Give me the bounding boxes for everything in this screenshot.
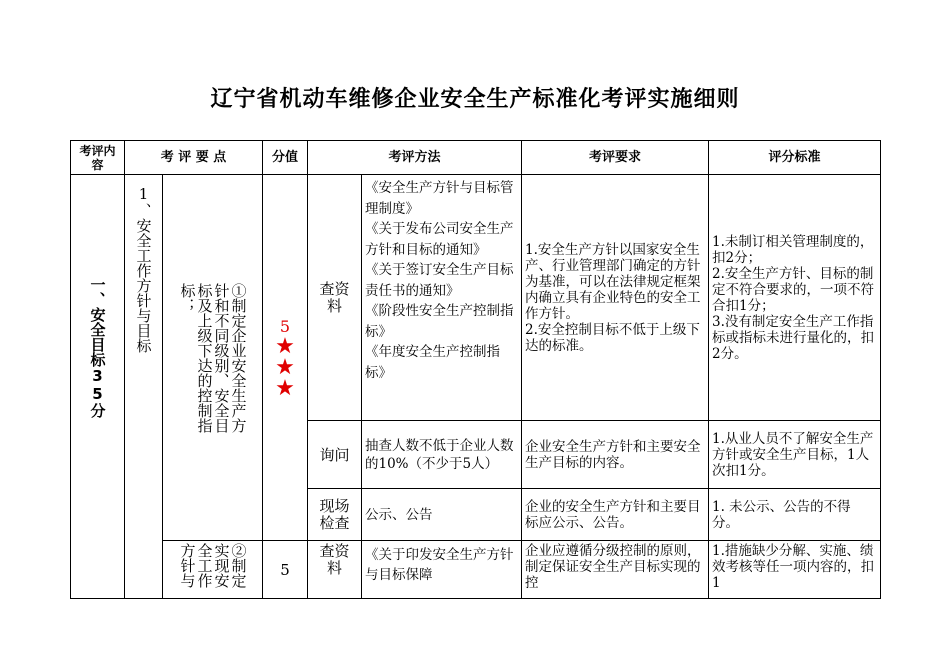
requirement-4-text: 企业应遵循分级控制的原则，制定保证安全生产目标实现的控 bbox=[522, 541, 709, 599]
method-1-label-cell bbox=[308, 175, 362, 421]
requirement-3-text: 企业的安全生产方针和主要目标应公示、公告。 bbox=[522, 489, 709, 541]
header-points: 考 评 要 点 bbox=[125, 141, 263, 175]
assessment-table bbox=[70, 140, 881, 599]
method-2-label: 询问 bbox=[308, 421, 362, 489]
requirement-1-text: 1.安全生产方针以国家安全生产、行业管理部门确定的方针为基准，可以在法律规定框架内确立具有企业特色的安全工作方针。 2.安全控制目标不低于上级下达的标准。 bbox=[522, 175, 709, 421]
header-content: 考评内容 bbox=[71, 141, 125, 175]
standard-1-text: 1.未制订相关管理制度的，扣2分； 2.安全生产方针、目标的制定不符合要求的，一项不符合扣1分； 3.没有制定安全生产工作指标或指标未进行量化的，扣2分。 bbox=[709, 175, 881, 421]
header-row bbox=[71, 141, 881, 175]
standard-4-text: 1.措施缺少分解、实施、绩效考核等任一项内容的，扣1 bbox=[709, 541, 881, 599]
point-1-text: ①制定企业安全生产方针和不同级别、安全目标及上级下达的控制指标； bbox=[178, 282, 248, 433]
section-label: 一、安全目标35分 bbox=[88, 276, 107, 418]
header-method: 考评方法 bbox=[308, 141, 522, 175]
header-score: 分值 bbox=[263, 141, 308, 175]
method-1-label: 查资料 bbox=[319, 279, 350, 315]
method-3-label: 现场检查 bbox=[319, 496, 350, 532]
star-icon: ★ bbox=[275, 354, 295, 380]
subsection-cell bbox=[125, 175, 163, 599]
score-2-value: 5 bbox=[263, 541, 308, 599]
score-1-value: 5 bbox=[279, 316, 291, 336]
method-4-label-cell bbox=[308, 541, 362, 599]
star-icon: ★ bbox=[275, 333, 295, 359]
score-1-cell bbox=[263, 175, 308, 541]
method-2-text: 抽查人数不低于企业人数的10%（不少于5人） bbox=[362, 421, 522, 489]
table-row bbox=[71, 175, 881, 421]
star-icon: ★ bbox=[275, 375, 295, 401]
requirement-2-text: 企业安全生产方针和主要安全生产目标的内容。 bbox=[522, 421, 709, 489]
section-label-cell bbox=[71, 175, 125, 599]
point-2-text: ②制定实现安全工作方针与 bbox=[178, 543, 248, 588]
subsection-label: 1、安全工作方针与目标 bbox=[134, 185, 153, 353]
header-requirement: 考评要求 bbox=[522, 141, 709, 175]
method-4-label: 查资料 bbox=[319, 542, 350, 577]
standard-2-text: 1.从业人员不了解安全生产方针或安全生产目标，1人次扣1分。 bbox=[709, 421, 881, 489]
method-3-label-cell bbox=[308, 489, 362, 541]
point-1-cell bbox=[163, 175, 263, 541]
standard-3-text: 1. 未公示、公告的不得分。 bbox=[709, 489, 881, 541]
method-4-text: 《关于印发安全生产方针与目标保障 bbox=[362, 541, 522, 599]
table-row bbox=[71, 541, 881, 599]
method-3-text: 公示、公告 bbox=[362, 489, 522, 541]
point-2-cell bbox=[163, 541, 263, 599]
header-standard: 评分标准 bbox=[709, 141, 881, 175]
method-1-text: 《安全生产方针与目标管理制度》 《关于发布公司安全生产方针和目标的通知》 《关于签订安全生产目标责任书的通知》 《阶段性安全生产控制指标》 《年度安全生产控制指标》 bbox=[362, 175, 522, 421]
page-title: 辽宁省机动车维修企业安全生产标准化考评实施细则 bbox=[210, 87, 740, 112]
